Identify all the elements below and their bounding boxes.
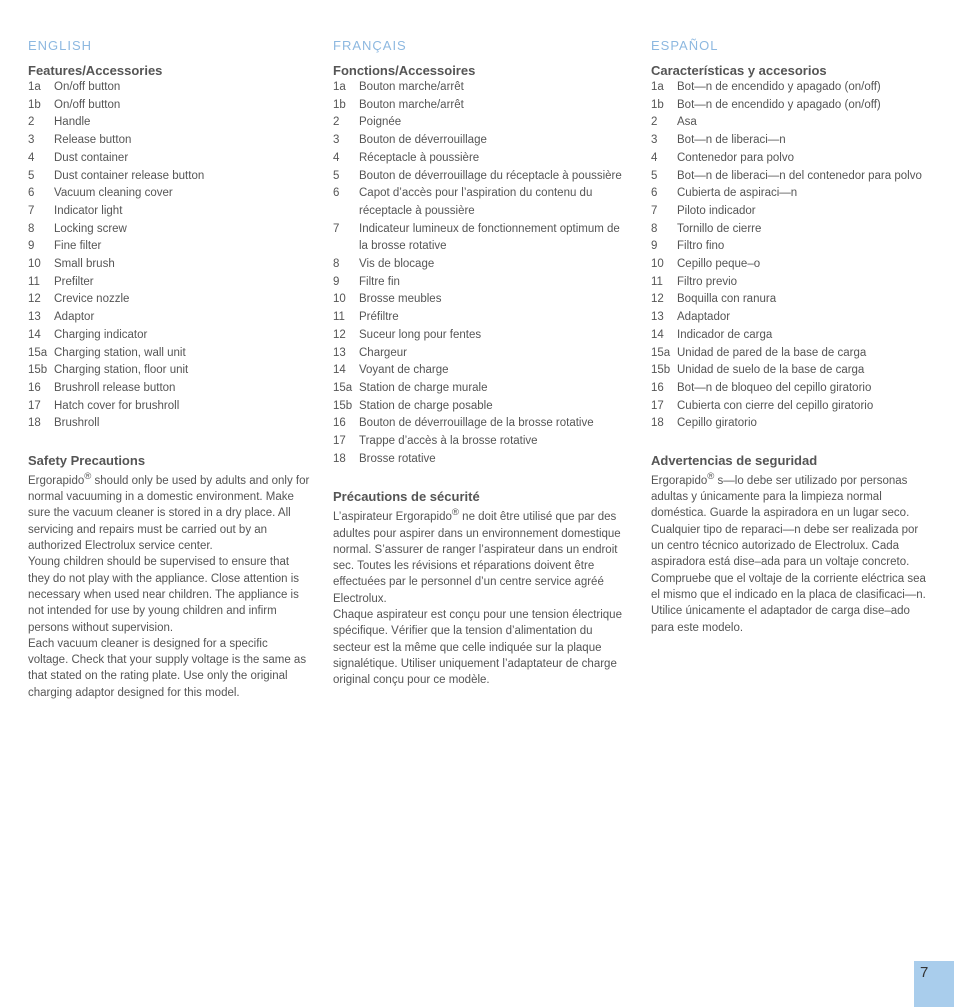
list-item [28,221,310,239]
list-item [28,238,310,256]
item-number: 4 [28,151,35,164]
item-label: Small brush [54,258,115,271]
list-item [333,362,625,380]
features-list [28,79,310,433]
list-item [651,79,933,97]
item-label: Vis de blocage [359,258,435,271]
item-label: Cepillo giratorio [677,417,757,430]
list-item [333,168,625,186]
list-item [333,451,625,469]
item-label: Bot—n de encendido y apagado (on/off) [677,98,881,111]
list-item [651,97,933,115]
safety-title: Précautions de sécurité [333,489,480,505]
item-number: 15a [333,381,353,394]
safety-paragraph-2: Chaque aspirateur est conçu pour une tension électrique spécifique. Vérifier que la tension d’alimentation du secteur est la même que celle indiquée sur la plaque signalétique. Utiliser uniquement l’adaptateur de charge original conçu pour ce modèle. [333,609,622,687]
language-heading: ESPAÑOL [651,38,719,53]
item-label: Filtro fino [677,240,725,253]
item-label: Brushroll release button [54,381,176,394]
list-item [651,309,933,327]
language-heading: FRANÇAIS [333,38,407,53]
list-item [28,185,310,203]
safety-paragraph-2: Young children should be supervised to ensure that they do not play with the appliance. Close attention is necessary when used near children. The appliance is not intended for use by young children and infirm persons without supervision. [28,556,300,634]
page-number: 7 [914,961,954,1007]
item-label: Réceptacle à poussière [359,151,480,164]
list-item [28,274,310,292]
item-label: Brosse rotative [359,452,436,465]
registered-mark: ® [707,471,715,483]
list-item [333,150,625,168]
list-item [333,380,625,398]
item-number: 8 [28,222,35,235]
item-label: Crevice nozzle [54,293,130,306]
item-number: 12 [651,293,664,306]
item-label: Indicator light [54,204,123,217]
item-label: Bot—n de liberaci—n [677,134,786,147]
list-item [333,433,625,451]
item-label: On/off button [54,98,121,111]
item-number: 16 [28,381,41,394]
item-number: 13 [651,311,664,324]
item-number: 17 [651,399,664,412]
brand-name: L’aspirateur Ergorapido [333,511,452,524]
item-label: Charging station, floor unit [54,364,189,377]
list-item [28,380,310,398]
list-item [651,362,933,380]
list-item [28,345,310,363]
item-number: 14 [333,364,346,377]
item-label: Tornillo de cierre [677,222,762,235]
item-number: 18 [333,452,346,465]
item-number: 1a [28,81,41,93]
item-label: Adaptador [677,311,731,324]
list-item [651,415,933,433]
list-item [28,114,310,132]
list-item [28,398,310,416]
item-number: 6 [651,187,658,200]
item-label: Brushroll [54,417,100,430]
item-label: Bot—n de encendido y apagado (on/off) [677,81,881,93]
list-item [333,79,625,97]
item-label: Filtro previo [677,275,738,288]
list-item [333,345,625,363]
item-number: 3 [28,134,35,147]
list-item [333,291,625,309]
item-number: 3 [333,134,340,147]
item-number: 2 [333,116,340,129]
column-french [333,38,625,689]
item-label: On/off button [54,81,121,93]
item-label: Asa [677,116,697,129]
item-number: 13 [28,311,41,324]
list-item [333,415,625,433]
item-number: 8 [651,222,658,235]
item-number: 16 [651,381,664,394]
list-item [28,150,310,168]
item-label: Unidad de pared de la base de carga [677,346,867,359]
item-number: 14 [651,328,664,341]
item-number: 9 [28,240,35,253]
item-number: 16 [333,417,346,430]
item-label: Préfiltre [359,311,399,324]
item-number: 3 [651,134,658,147]
item-number: 1a [333,81,346,93]
item-number: 6 [28,187,35,200]
item-label: Station de charge posable [359,399,493,412]
item-label: Vacuum cleaning cover [54,187,173,200]
list-item [333,185,625,220]
list-item [651,256,933,274]
list-item [28,291,310,309]
list-item [651,150,933,168]
list-item [333,132,625,150]
item-number: 10 [28,258,41,271]
item-number: 7 [651,204,658,217]
list-item [651,398,933,416]
item-number: 12 [28,293,41,306]
item-label: Bouton marche/arrêt [359,98,464,111]
item-number: 14 [28,328,41,341]
features-title: Características y accesorios [651,63,827,78]
features-list [651,79,933,433]
list-item [28,79,310,97]
features-title: Features/Accessories [28,63,163,78]
item-number: 12 [333,328,346,341]
item-label: Cubierta con cierre del cepillo giratorio [677,399,874,412]
list-item [651,345,933,363]
item-number: 7 [28,204,35,217]
features-title: Fonctions/Accessoires [333,63,476,78]
item-label: Locking screw [54,222,127,235]
list-item [651,291,933,309]
list-item [651,168,933,186]
list-item [333,114,625,132]
list-item [333,221,625,256]
item-number: 1b [651,98,664,111]
list-item [28,327,310,345]
safety-paragraph-1-text: should only be used by adults and only for normal vacuuming in a domestic environment. Make sure the vacuum cleaner is stored in a dry place. All servicing and repairs must be carried out by an authorized Electrolux service center. [28,474,310,553]
item-label: Trappe d’accès à la brosse rotative [359,435,538,448]
item-number: 15a [28,346,48,359]
column-english [28,38,310,701]
item-number: 17 [333,435,346,448]
item-label: Cepillo peque–o [677,258,761,271]
item-label: Brosse meubles [359,293,442,306]
item-label: Bouton de déverrouillage de la brosse rotative [359,417,594,430]
column-spanish [651,38,933,636]
list-item [333,256,625,274]
item-number: 11 [28,275,40,288]
item-number: 11 [333,311,345,324]
item-label: Unidad de suelo de la base de carga [677,364,865,377]
list-item [333,97,625,115]
safety-paragraph-1-text: s—lo debe ser utilizado por personas adultas y únicamente para la limpieza normal doméstica. Guarde la aspiradora en un lugar seco. Cualquier tipo de reparaci—n debe ser realizada por un centro técnico autorizado de Electrolux. Cada aspiradora está dise–ada para un voltaje concreto. Compruebe que el voltaje de la corriente eléctrica sea el mismo que el indicado en la placa de clasificaci—n. Utilice únicamente el adaptador de carga dise–ado para este modelo. [651,474,926,634]
safety-section [333,488,625,688]
item-label: Charging station, wall unit [54,346,186,359]
item-number: 7 [333,222,340,235]
item-number: 10 [333,293,346,306]
item-label: Piloto indicador [677,204,756,217]
item-number: 2 [651,116,658,129]
item-label: Suceur long pour fentes [359,328,482,341]
item-number: 1a [651,81,664,93]
item-label: Contenedor para polvo [677,151,794,164]
list-item [651,221,933,239]
item-label: Filtre fin [359,275,400,288]
item-number: 4 [651,151,658,164]
brand-name: Ergorapido [651,474,708,487]
list-item [333,274,625,292]
item-label: Prefilter [54,275,94,288]
item-label: Dust container release button [54,169,205,182]
safety-title: Advertencias de seguridad [651,453,818,469]
item-label: Bot—n de liberaci—n del contenedor para polvo [677,169,922,182]
list-item [28,132,310,150]
item-number: 15b [651,364,671,377]
item-number: 17 [28,399,41,412]
item-label: Chargeur [359,346,407,359]
safety-paragraph-1 [651,469,933,636]
item-number: 5 [651,169,658,182]
list-item [28,168,310,186]
list-item [28,309,310,327]
item-number: 6 [333,187,340,200]
list-item [651,238,933,256]
list-item [651,185,933,203]
item-label: Bouton de déverrouillage [359,134,487,147]
item-label: Cubierta de aspiraci—n [677,187,798,200]
safety-paragraph-3: Each vacuum cleaner is designed for a specific voltage. Check that your supply voltage is the same as that stated on the rating plate. Use only the original charging adaptor designed for this model. [28,637,307,699]
brand-name: Ergorapido [28,474,85,487]
safety-paragraph-1 [333,505,625,607]
item-number: 11 [651,275,663,288]
item-label: Indicador de carga [677,328,773,341]
list-item [651,114,933,132]
list-item [333,398,625,416]
item-number: 15b [333,399,353,412]
item-label: Poignée [359,116,402,129]
item-number: 10 [651,258,664,271]
item-label: Bot—n de bloqueo del cepillo giratorio [677,381,872,394]
item-label: Indicateur lumineux de fonctionnement optimum de la brosse rotative [359,222,620,253]
item-label: Adaptor [54,311,95,324]
item-label: Boquilla con ranura [677,293,777,306]
item-label: Station de charge murale [359,381,488,394]
list-item [28,415,310,433]
list-item [333,327,625,345]
item-number: 2 [28,116,35,129]
item-number: 5 [28,169,35,182]
list-item [651,274,933,292]
list-item [28,97,310,115]
list-item [651,132,933,150]
item-label: Bouton marche/arrêt [359,81,464,93]
item-number: 8 [333,258,340,271]
safety-paragraph-1-text: ne doit être utilisé que par des adultes pour aspirer dans un environnement domestique normal. S’assurer de ranger l’aspirateur dans un endroit sec. Toutes les révisions et réparations doivent être effectuées par le personnel d’un centre service agréé Electrolux. [333,511,621,605]
item-label: Dust container [54,151,129,164]
list-item [28,256,310,274]
item-number: 15b [28,364,48,377]
item-label: Release button [54,134,132,147]
item-number: 5 [333,169,340,182]
item-number: 9 [651,240,658,253]
item-label: Bouton de déverrouillage du réceptacle à poussière [359,169,622,182]
item-label: Handle [54,116,91,129]
list-item [651,380,933,398]
safety-section [651,452,933,636]
safety-section [28,452,310,701]
item-number: 1b [333,98,346,111]
list-item [28,203,310,221]
item-label: Capot d’accès pour l’aspiration du contenu du réceptacle à poussière [359,187,593,217]
item-number: 9 [333,275,340,288]
language-heading: ENGLISH [28,38,93,53]
item-label: Hatch cover for brushroll [54,399,180,412]
list-item [651,327,933,345]
safety-paragraph-1 [28,469,310,554]
item-number: 15a [651,346,671,359]
item-number: 4 [333,151,340,164]
list-item [333,309,625,327]
registered-mark: ® [451,507,459,519]
item-number: 13 [333,346,346,359]
item-label: Voyant de charge [359,364,449,377]
item-number: 1b [28,98,41,111]
list-item [651,203,933,221]
item-number: 18 [28,417,41,430]
item-label: Fine filter [54,240,102,253]
features-list [333,79,625,468]
registered-mark: ® [84,471,92,483]
item-label: Charging indicator [54,328,148,341]
safety-title: Safety Precautions [28,453,146,469]
list-item [28,362,310,380]
item-number: 18 [651,417,664,430]
